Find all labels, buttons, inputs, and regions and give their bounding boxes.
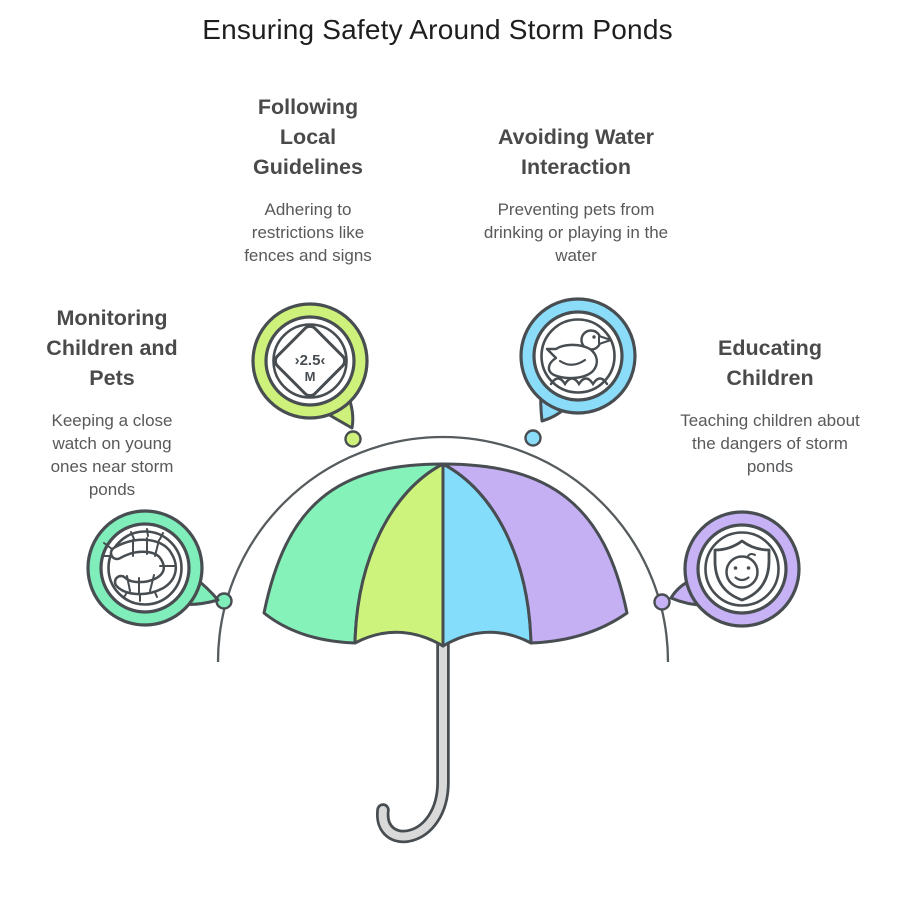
section-heading: Monitoring Children and Pets <box>46 306 178 390</box>
duck-eye <box>592 335 595 338</box>
section-description: Teaching children about the dangers of storm ponds <box>680 411 860 476</box>
arc-dot-water <box>526 431 541 446</box>
section-heading: Following Local Guidelines <box>253 95 363 179</box>
arc-dot-educating <box>655 595 670 610</box>
umbrella-handle <box>383 640 443 836</box>
handle-outline <box>383 640 443 836</box>
sign-value: ›2.5‹ <box>294 352 326 369</box>
page-title: Ensuring Safety Around Storm Ponds <box>202 14 673 45</box>
duck-body <box>547 345 597 378</box>
child-face <box>727 557 758 588</box>
umbrella-canopy <box>264 464 627 646</box>
child-eye-left <box>734 566 738 570</box>
section-description: Preventing pets from drinking or playing in the water <box>483 200 669 265</box>
section-description: Keeping a close watch on young ones near storm ponds <box>50 411 174 499</box>
arc-dot-guidelines <box>346 432 361 447</box>
child-eye-right <box>747 566 751 570</box>
sign-unit: M <box>304 369 316 384</box>
bubble-water <box>521 299 635 421</box>
bubble-educating <box>671 512 799 626</box>
section-heading: Avoiding Water Interaction <box>497 125 655 179</box>
bubble-monitoring <box>88 511 218 625</box>
bubble-guidelines <box>253 304 367 428</box>
section-description: Adhering to restrictions like fences and signs <box>244 200 372 265</box>
section-heading: Educating Children <box>718 336 822 390</box>
